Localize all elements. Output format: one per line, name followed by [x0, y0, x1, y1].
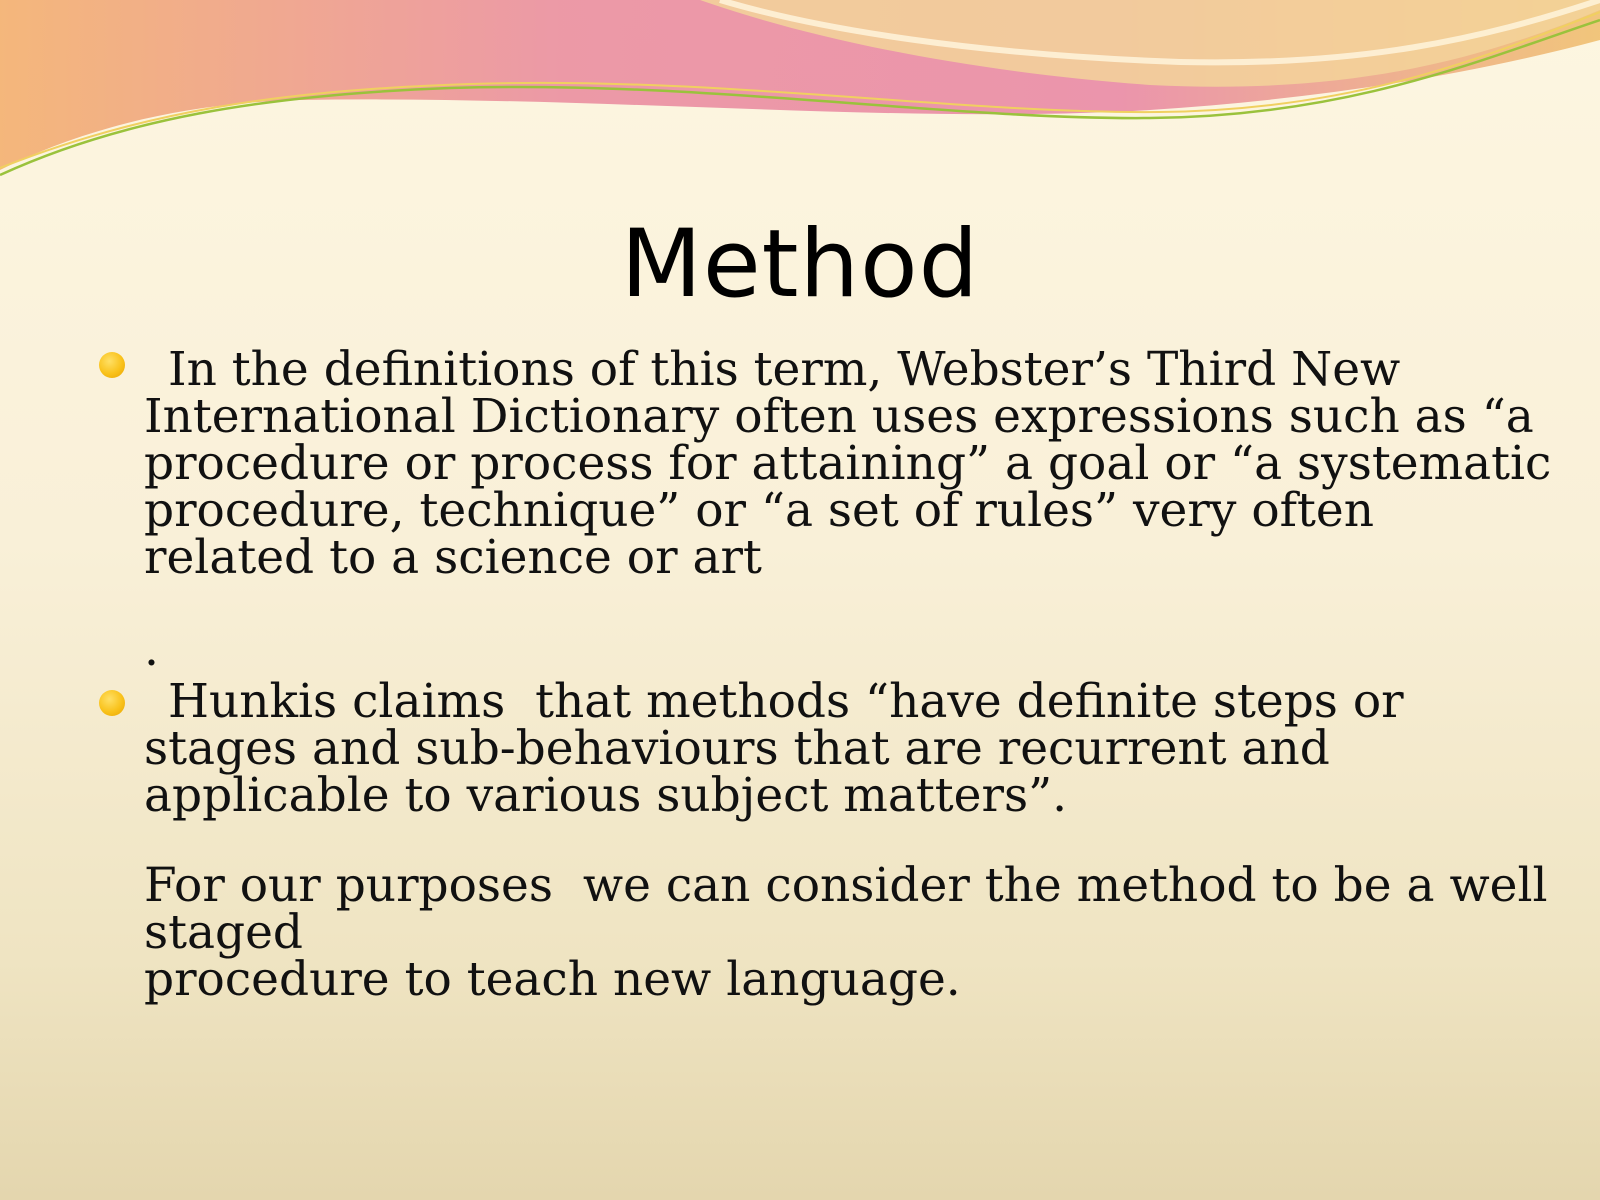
closing-paragraph: For our purposes we can consider the method to be a well staged procedure to teach new language.: [144, 858, 1548, 1007]
bullet-paragraph-hunkis: [144, 674, 1564, 823]
bullet-dot-icon: [99, 690, 125, 716]
bullet-text: In the definitions of this term, Webster’s Third New International Dictionary often uses expressions such as “a procedure or process for attaining” a goal or “a systematic procedure, technique” or “a set of rules” very often related to a science or art: [144, 342, 1552, 585]
bullet-dot-icon: [99, 352, 125, 378]
bullet-text: Hunkis claims that methods “have definite steps or stages and sub-behaviours that are recurrent and applicable to various subject matters”.: [144, 674, 1404, 823]
separator-dot: .: [144, 622, 159, 677]
decorative-wave-banner: [0, 0, 1600, 200]
slide-title: Method: [620, 210, 980, 319]
bullet-paragraph-webster: [144, 342, 1564, 585]
